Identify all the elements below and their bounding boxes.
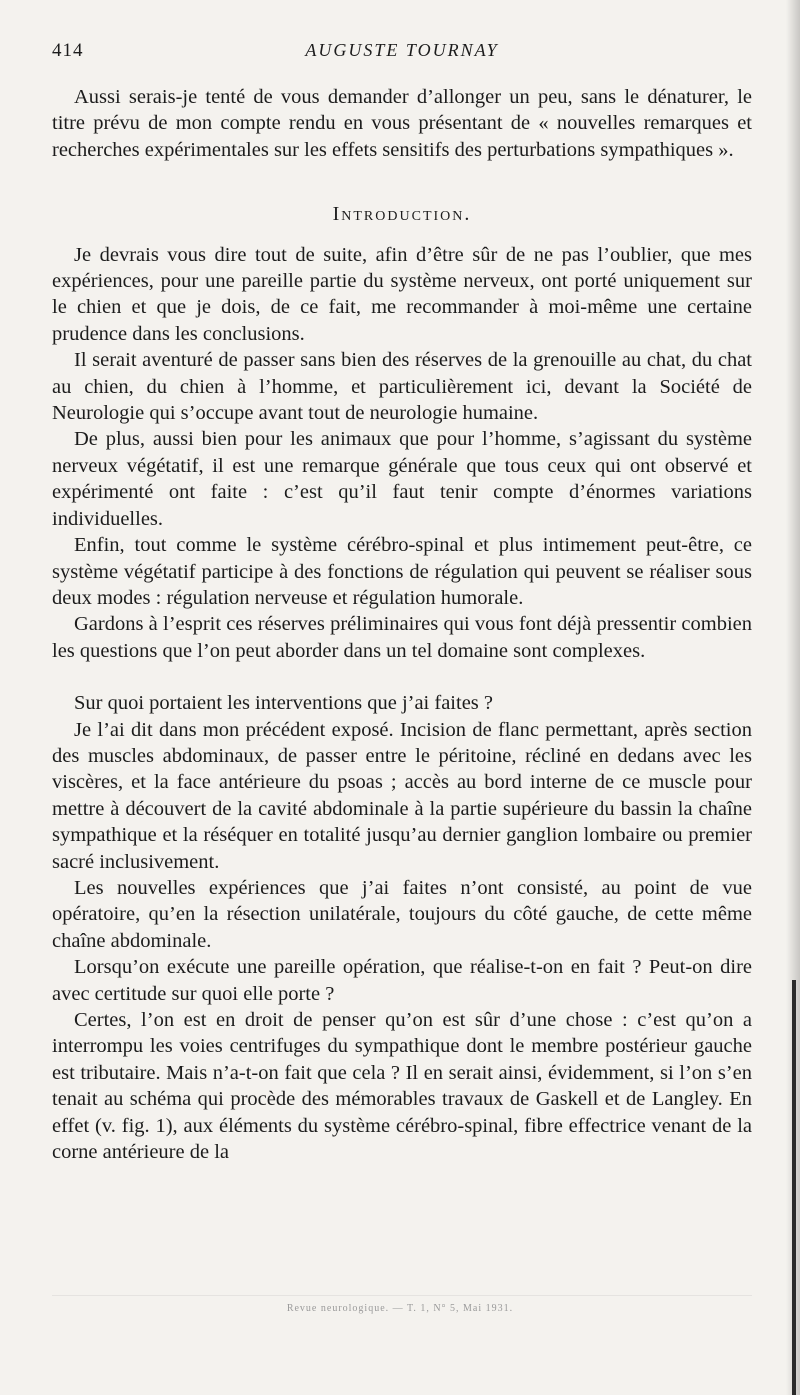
section-gap [52, 664, 752, 690]
paragraph: Je devrais vous dire tout de suite, afin d’être sûr de ne pas l’oublier, que mes expériences, pour une pareille partie du système nerveux, ont porté uniquement sur le chien et que je dois, de ce fait, me recommander à moi-même une certaine prudence dans les conclusions. [52, 243, 752, 345]
paragraph: Enfin, tout comme le système cérébro-spinal et plus intimement peut-être, ce système végétatif participe à des fonctions de régulation qui peuvent se réaliser sous deux modes : régulation nerveuse et régulation humorale. [52, 534, 752, 609]
intro-paragraph: Aussi serais-je tenté de vous demander d’allonger un peu, sans le dénaturer, le titre prévu de mon compte rendu en vous présentant de « nouvelles remarques et recherches expérimentales sur les effets sensitifs des perturbations sympathiques ». [52, 86, 752, 161]
running-head: AUGUSTE TOURNAY [305, 40, 499, 60]
body-text [52, 84, 752, 1165]
footnote: Revue neurologique. — T. 1, N° 5, Mai 1931. [286, 1303, 514, 1314]
paragraph: Sur quoi portaient les interventions que j’ai faites ? [74, 692, 493, 715]
page-header [52, 40, 752, 70]
binding-edge [792, 980, 796, 1395]
paragraph: Les nouvelles expériences que j’ai faites n’ont consisté, au point de vue opératoire, qu’en la résection unilatérale, toujours du côté gauche, de cette même chaîne abdominale. [52, 876, 752, 952]
paragraph: Gardons à l’esprit ces réserves préliminaires qui vous font déjà pressentir combien les questions que l’on peut aborder dans un tel domaine sont complexes. [52, 613, 752, 662]
footnote-rule [52, 1295, 752, 1296]
paragraph: Certes, l’on est en droit de penser qu’on est sûr d’une chose : c’est qu’on a interrompu les voies centrifuges du sympathique dont le membre postérieur gauche est tributaire. Mais n’a-t-on fait que cela ? Il en serait ainsi, évidemment, si l’on s’en tenait au schéma qui procède des mémorables travaux de Gaskell et de Langley. En effet (v. fig. 1), aux éléments du système cérébro-spinal, fibre effectrice venant de la corne antérieure de la [52, 1009, 752, 1164]
paragraph: De plus, aussi bien pour les animaux que pour l’homme, s’agissant du système nerveux végétatif, il est une remarque générale que tous ceux qui ont observé et expérimenté ont faite : c’est qu’il faut tenir compte d’énormes variations individuelles. [52, 428, 752, 530]
paragraph: Il serait aventuré de passer sans bien des réserves de la grenouille au chat, du chat au chien, du chien à l’homme, et particulièrement ici, devant la Société de Neurologie qui s’occupe avant tout de neurologie humaine. [52, 349, 752, 425]
page-number: 414 [52, 40, 84, 61]
paragraph: Je l’ai dit dans mon précédent exposé. Incision de flanc permettant, après section des muscles abdominaux, de passer entre le péritoine, récliné en dedans avec les viscères, et la face antérieure du psoas ; accès au bord interne de ce muscle pour mettre à découvert de la cavité abdominale à la partie supérieure du bassin la chaîne sympathique et la réséquer en totalité jusqu’au dernier ganglion lombaire ou premier sacré inclusivement. [52, 718, 752, 873]
paragraph: Lorsqu’on exécute une pareille opération, que réalise-t-on en fait ? Peut-on dire avec certitude sur quoi elle porte ? [52, 956, 752, 1005]
section-title: Introduction. [332, 203, 472, 226]
